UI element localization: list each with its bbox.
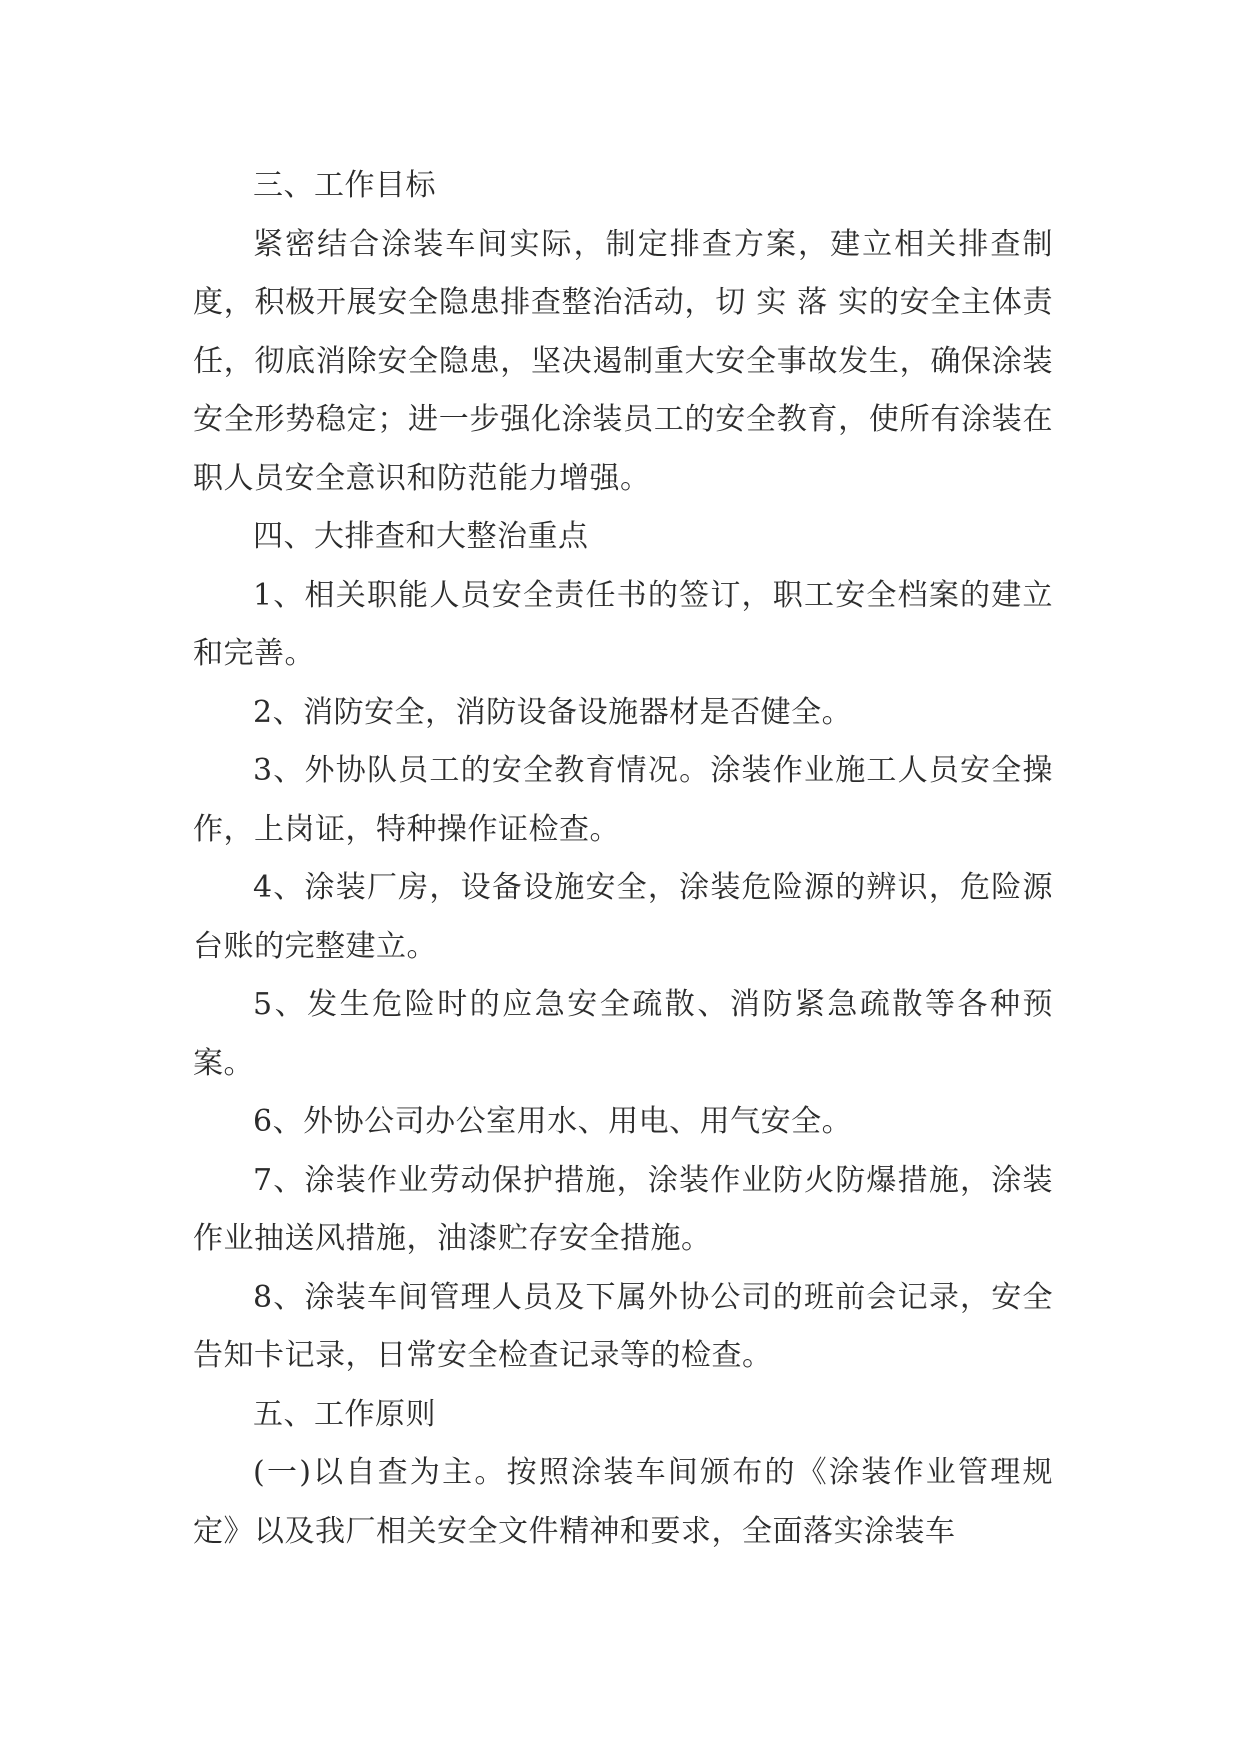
principles-paragraph: (一)以自查为主。按照涂装车间颁布的《涂装作业管理规定》以及我厂相关安全文件精神和要求，全面落实涂装车	[193, 1455, 1053, 1549]
list-item: 5、发生危险时的应急安全疏散、消防紧急疏散等各种预案。	[193, 987, 1053, 1081]
list-item: 4、涂装厂房，设备设施安全，涂装危险源的辨识，危险源台账的完整建立。	[193, 870, 1053, 964]
list-item: 7、涂装作业劳动保护措施，涂装作业防火防爆措施，涂装作业抽送风措施，油漆贮存安全措施。	[193, 1162, 1053, 1256]
list-item: 1、相关职能人员安全责任书的签订，职工安全档案的建立和完善。	[193, 577, 1053, 671]
section-heading-goals: 三、工作目标	[253, 168, 436, 203]
section-heading-inspection-focus: 四、大排查和大整治重点	[253, 519, 589, 554]
list-item: 6、外协公司办公室用水、用电、用气安全。	[253, 1104, 853, 1139]
section-heading-principles: 五、工作原则	[253, 1396, 436, 1432]
list-item: 8、涂装车间管理人员及下属外协公司的班前会记录，安全告知卡记录，日常安全检查记录等的检查。	[193, 1279, 1053, 1373]
goals-paragraph: 紧密结合涂装车间实际，制定排查方案，建立相关排查制度，积极开展安全隐患排查整治活动，切 实 落 实的安全主体责任，彻底消除安全隐患，坚决遏制重大安全事故发生，确保涂装安全形势稳定；进一步强化涂装员工的安全教育，使所有涂装在职人员安全意识和防范能力增强。	[193, 226, 1053, 496]
list-item: 3、外协队员工的安全教育情况。涂装作业施工人员安全操作，上岗证，特种操作证检查。	[193, 753, 1053, 847]
list-item: 2、消防安全，消防设备设施器材是否健全。	[253, 694, 853, 730]
document-body	[193, 157, 1053, 1561]
